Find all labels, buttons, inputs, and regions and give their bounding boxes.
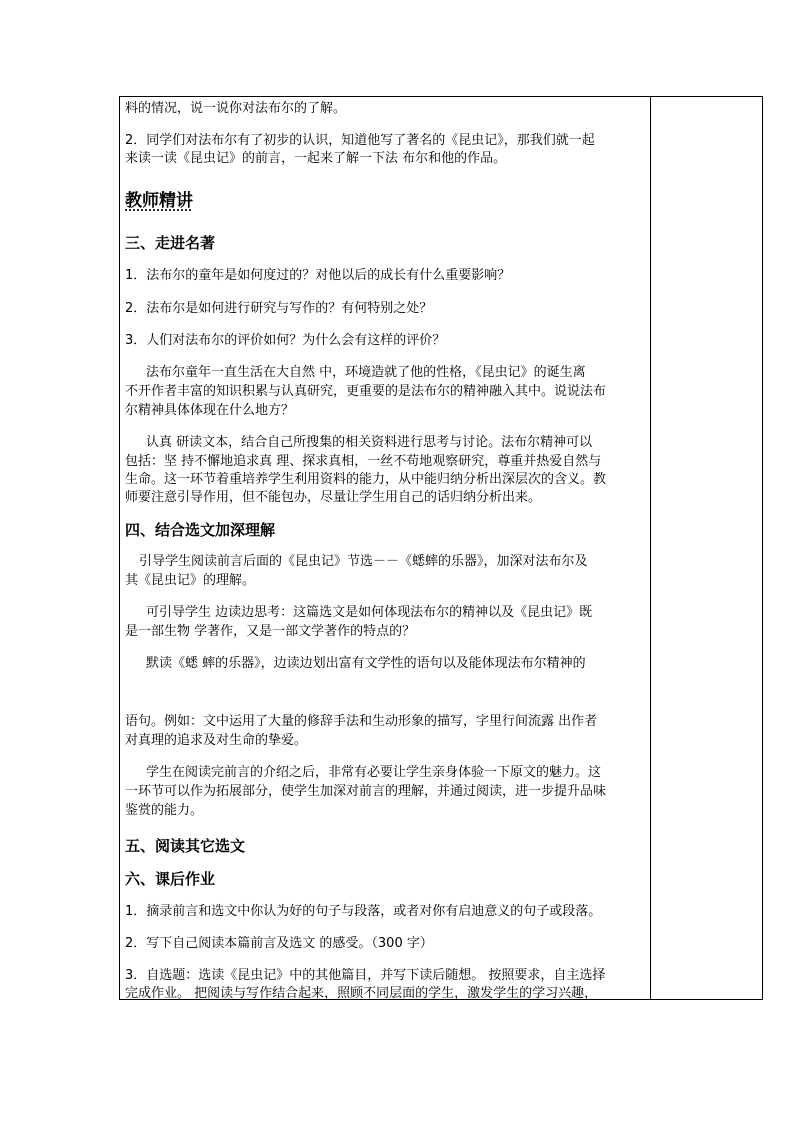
column-divider <box>650 97 651 999</box>
question-line: 1．法布尔的童年是如何度过的？对他以后的成长有什么重要影响？ <box>125 268 511 283</box>
paragraph-line: 学生在阅读完前言的介绍之后，非常有必要让学生亲身体验一下原文的魅力。这 <box>146 765 602 780</box>
paragraph-line: 语句。例如：文中运用了大量的修辞手法和生动形象的描写，字里行间流露 出作者 <box>125 714 598 729</box>
paragraph-line: 包括：坚 持不懈地追求真 理、探求真相，一丝不苟地观察研究，尊重并热爱自然与 <box>125 454 602 469</box>
section-heading-3: 三、走进名著 <box>125 234 216 252</box>
paragraph-line: 默读《蟋 蟀的乐器》，边读边划出富有文学性的语句以及能体现法布尔精神的 <box>146 656 586 671</box>
paragraph-line: 一环节可以作为拓展部分，使学生加深对前言的理解，并通过阅读，进一步提升品味 <box>125 784 607 799</box>
homework-line: 1．摘录前言和选文中你认为好的句子与段落，或者对你有启迪意义的句子或段落。 <box>125 904 602 919</box>
lesson-content-cell <box>120 97 650 999</box>
paragraph-line: 是一部生物 学著作，又是一部文学著作的特点的？ <box>125 624 416 639</box>
paragraph-line: 其《昆虫记》的理解。 <box>125 573 256 588</box>
paragraph-line: 师要注意引导作用，但不能包办，尽量让学生用自己的话归纳分析出来。 <box>125 490 542 505</box>
homework-line: 2．写下自己阅读本篇前言及选文 的感受。（300 字） <box>125 936 433 951</box>
text-line: 来读一读《昆虫记》的前言，一起来了解一下法 布尔和他的作品。 <box>125 151 507 166</box>
paragraph-line: 法布尔童年一直生活在大自然 中，环境造就了他的性格，《昆虫记》的诞生离 <box>146 365 586 380</box>
section-heading-teacher: 教师精讲 <box>125 191 193 211</box>
paragraph-line: 不开作者丰富的知识积累与认真研究，更重要的是法布尔的精神融入其中。说说法布 <box>125 384 607 399</box>
paragraph-line: 对真理的追求及对生命的挚爱。 <box>125 733 308 748</box>
paragraph-line: 生命。这一环节着重培养学生利用资料的能力，从中能归纳分析出深层次的含义。教 <box>125 472 607 487</box>
text-line: 2．同学们对法布尔有了初步的认识，知道他写了著名的《昆虫记》，那我们就一起 <box>125 133 595 148</box>
question-line: 3．人们对法布尔的评价如何？为什么会有这样的评价？ <box>125 333 446 348</box>
paragraph-line: 引导学生阅读前言后面的《昆虫记》节选－－《蟋蟀的乐器》，加深对法布尔及 <box>139 554 588 569</box>
question-line: 2．法布尔是如何进行研究与写作的？有何特别之处？ <box>125 301 433 316</box>
paragraph-line: 尔精神具体体现在什么地方？ <box>125 403 295 418</box>
lesson-plan-table <box>119 96 763 1000</box>
homework-line: 3．自选题：选读《昆虫记》中的其他篇目，并写下读后随想。 按照要求，自主选择 <box>125 968 606 983</box>
paragraph-line: 可引导学生 边读边思考：这篇选文是如何体现法布尔的精神以及《昆虫记》既 <box>146 605 593 620</box>
text-line: 料的情况，说一说你对法布尔的了解。 <box>125 101 347 116</box>
paragraph-line: 鉴赏的能力。 <box>125 803 204 818</box>
homework-line: 完成作业。 把阅读与写作结合起来，照顾不同层面的学生，激发学生的学习兴趣， <box>125 986 598 1001</box>
section-heading-4: 四、结合选文加深理解 <box>125 521 276 539</box>
paragraph-line: 认真 研读文本，结合自己所搜集的相关资料进行思考与讨论。法布尔精神可以 <box>146 435 593 450</box>
section-heading-6: 六、课后作业 <box>125 870 216 888</box>
section-heading-5: 五、阅读其它选文 <box>125 837 246 855</box>
